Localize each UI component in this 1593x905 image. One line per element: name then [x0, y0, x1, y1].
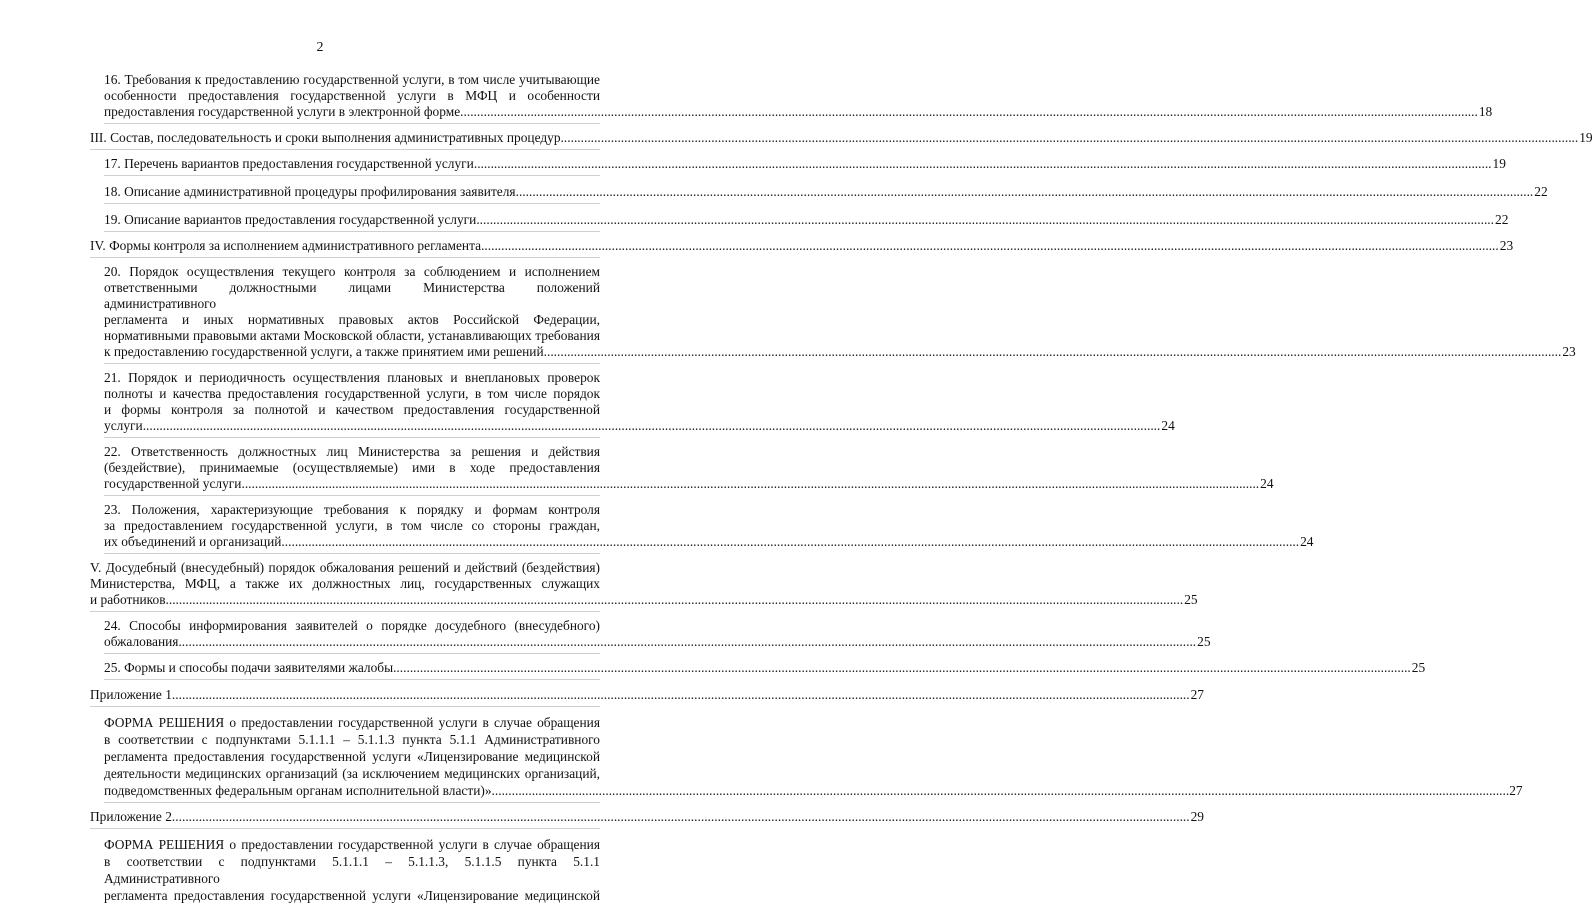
- toc-line: особенности предоставления государственной услуги в МФЦ и особенности: [104, 88, 600, 103]
- toc-page-number: 19: [1579, 130, 1593, 145]
- toc-entry-20[interactable]: [104, 264, 1576, 364]
- toc-entry-21[interactable]: [104, 370, 1175, 438]
- toc-line: 17. Перечень вариантов предоставления государственной услуги: [104, 156, 474, 171]
- toc-page-number: 19: [1492, 156, 1506, 171]
- toc-entry-text: [104, 836, 600, 904]
- toc-line: Министерства, МФЦ, а также их должностных лиц, государственных служащих: [90, 576, 600, 591]
- toc-page-number: 24: [1161, 418, 1175, 433]
- leader-dots: ................................................................................................................................................................................................................................................................................................................: [473, 156, 1492, 171]
- toc-appendix-2[interactable]: [90, 809, 1204, 829]
- toc-entry-text: [104, 618, 600, 634]
- toc-form-1[interactable]: [104, 714, 1523, 803]
- toc-line: в соответствии с подпунктами 5.1.1.1 – 5.1.1.3 пункта 5.1.1 Административного: [104, 732, 600, 747]
- toc-line: регламента предоставления государственной услуги «Лицензирование медицинской: [104, 749, 600, 764]
- toc-page-number: 25: [1197, 634, 1211, 649]
- toc-line: 16. Требования к предоставлению государственной услуги, в том числе учитывающие: [104, 72, 600, 87]
- leader-dots: ................................................................................................................................................................................................................................................................................................................: [543, 344, 1562, 359]
- toc-page-number: 22: [1495, 212, 1509, 227]
- toc-line: за предоставлением государственной услуги, в том числе со стороны граждан,: [104, 518, 600, 533]
- toc-page-number: 27: [1509, 783, 1523, 798]
- toc-line: 25. Формы и способы подачи заявителями жалобы: [104, 660, 394, 675]
- toc-line: Приложение 1: [90, 687, 172, 702]
- toc-line: ответственными должностными лицами Министерства положений административного: [104, 280, 600, 311]
- toc-entry-text: [104, 264, 600, 344]
- toc-line: 23. Положения, характеризующие требования к порядку и формам контроля: [104, 502, 600, 517]
- toc-line: их объединений и организаций: [104, 534, 282, 549]
- toc-entry-23[interactable]: [104, 502, 1314, 554]
- leader-dots: ................................................................................................................................................................................................................................................................................................................: [171, 687, 1190, 702]
- toc-section-5[interactable]: [90, 560, 1198, 612]
- toc-line: услуги: [104, 418, 143, 433]
- toc-page-number: 24: [1260, 476, 1274, 491]
- table-of-contents: [0, 72, 1593, 903]
- leader-dots: ................................................................................................................................................................................................................................................................................................................: [393, 660, 1411, 675]
- toc-line: подведомственных федеральным органам исполнительной власти)»: [104, 783, 492, 798]
- toc-entry-text: [90, 560, 600, 592]
- toc-line: V. Досудебный (внесудебный) порядок обжалования решений и действий (бездействия): [90, 560, 600, 575]
- toc-entry-text: [104, 370, 600, 418]
- toc-line: ФОРМА РЕШЕНИЯ о предоставлении государственной услуги в случае обращения: [104, 715, 600, 730]
- leader-dots: ................................................................................................................................................................................................................................................................................................................: [241, 476, 1260, 491]
- toc-entry-text: [104, 502, 600, 534]
- toc-line: 18. Описание административной процедуры профилирования заявителя: [104, 184, 516, 199]
- toc-page-number: 23: [1499, 238, 1514, 253]
- toc-entry-17[interactable]: [104, 156, 1506, 176]
- toc-line: регламента и иных нормативных правовых актов Российской Федерации,: [104, 312, 600, 327]
- toc-page-number: 27: [1190, 687, 1204, 702]
- toc-line: к предоставлению государственной услуги, а также принятием ими решений: [104, 344, 544, 359]
- toc-line: и формы контроля за полнотой и качеством предоставления государственной: [104, 402, 600, 417]
- toc-line: 19. Описание вариантов предоставления государственной услуги: [104, 212, 477, 227]
- toc-entry-18[interactable]: [104, 184, 1548, 204]
- toc-entry-text: [104, 444, 600, 476]
- leader-dots: ................................................................................................................................................................................................................................................................................................................: [165, 592, 1184, 607]
- toc-page-number: 25: [1411, 660, 1426, 675]
- toc-page-number: 24: [1300, 534, 1314, 549]
- toc-entry-text: [104, 714, 600, 782]
- toc-entry-16[interactable]: [104, 72, 1493, 124]
- toc-line: III. Состав, последовательность и сроки выполнения административных процедур: [90, 130, 561, 145]
- leader-dots: ................................................................................................................................................................................................................................................................................................................: [142, 418, 1161, 433]
- page-number: 2: [316, 40, 324, 55]
- leader-dots: ................................................................................................................................................................................................................................................................................................................: [281, 534, 1300, 549]
- toc-form-2[interactable]: [104, 836, 600, 903]
- leader-dots: ................................................................................................................................................................................................................................................................................................................: [460, 104, 1478, 119]
- toc-line: регламента предоставления государственной услуги «Лицензирование медицинской: [104, 888, 600, 903]
- toc-section-4[interactable]: [90, 238, 1514, 258]
- leader-dots: ................................................................................................................................................................................................................................................................................................................: [476, 212, 1494, 227]
- leader-dots: ................................................................................................................................................................................................................................................................................................................: [171, 809, 1190, 824]
- toc-entry-text: [104, 72, 600, 104]
- toc-line: полноты и качества предоставления государственной услуги, в том числе порядок: [104, 386, 600, 401]
- toc-line: обжалования: [104, 634, 179, 649]
- toc-page-number: 18: [1478, 104, 1493, 119]
- toc-line: IV. Формы контроля за исполнением административного регламента: [90, 238, 482, 253]
- toc-entry-22[interactable]: [104, 444, 1274, 496]
- toc-line: деятельности медицинских организаций (за исключением медицинских организаций,: [104, 766, 600, 781]
- toc-entry-25[interactable]: [104, 660, 1426, 680]
- toc-appendix-1[interactable]: [90, 687, 1204, 707]
- toc-line: в соответствии с подпунктами 5.1.1.1 – 5.1.1.3, 5.1.1.5 пункта 5.1.1 Административного: [104, 854, 600, 886]
- leader-dots: ................................................................................................................................................................................................................................................................................................................: [491, 783, 1510, 798]
- toc-section-3[interactable]: [90, 130, 1593, 150]
- toc-line: ФОРМА РЕШЕНИЯ о предоставлении государственной услуги в случае обращения: [104, 837, 600, 852]
- toc-line: (бездействие), принимаемые (осуществляемые) ими в ходе предоставления: [104, 460, 600, 475]
- toc-page-number: 23: [1562, 344, 1576, 359]
- toc-line: и работников: [90, 592, 166, 607]
- toc-page-number: 22: [1534, 184, 1548, 199]
- toc-entry-24[interactable]: [104, 618, 1211, 654]
- toc-line: нормативными правовыми актами Московской области, устанавливающих требования: [104, 328, 600, 343]
- toc-line: 22. Ответственность должностных лиц Министерства за решения и действия: [104, 444, 600, 459]
- toc-page-number: 29: [1190, 809, 1204, 824]
- toc-line: государственной услуги: [104, 476, 242, 491]
- toc-line: 21. Порядок и периодичность осуществления плановых и внеплановых проверок: [104, 370, 600, 385]
- toc-line: 24. Способы информирования заявителей о порядке досудебного (внесудебного): [104, 618, 600, 633]
- toc-line: предоставления государственной услуги в электронной форме: [104, 104, 461, 119]
- toc-page-number: 25: [1184, 592, 1198, 607]
- leader-dots: ................................................................................................................................................................................................................................................................................................................: [515, 184, 1534, 199]
- toc-line: Приложение 2: [90, 809, 172, 824]
- leader-dots: ................................................................................................................................................................................................................................................................................................................: [560, 130, 1579, 145]
- leader-dots: ................................................................................................................................................................................................................................................................................................................: [481, 238, 1499, 253]
- toc-entry-19[interactable]: [104, 212, 1509, 232]
- leader-dots: ................................................................................................................................................................................................................................................................................................................: [178, 634, 1197, 649]
- toc-line: 20. Порядок осуществления текущего контроля за соблюдением и исполнением: [104, 264, 600, 279]
